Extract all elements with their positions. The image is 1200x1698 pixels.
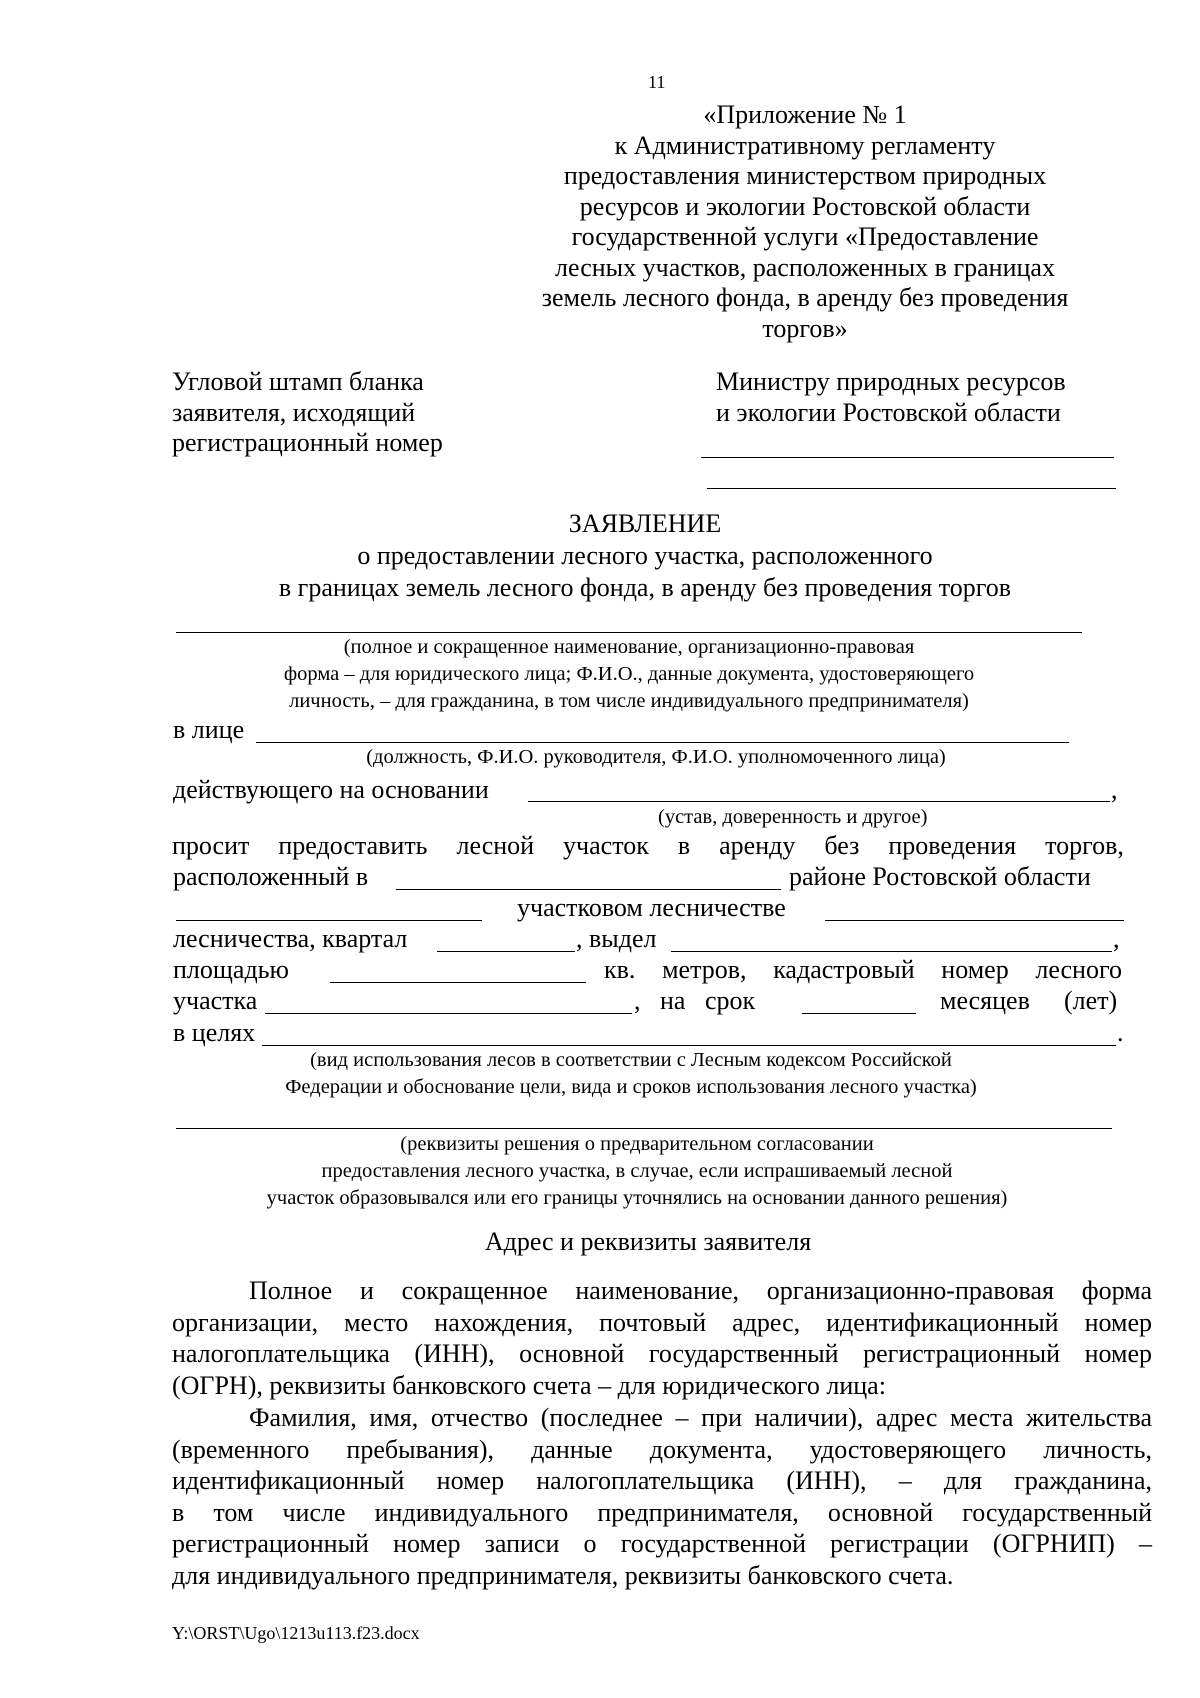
allotment-label: , выдел xyxy=(576,924,657,953)
paragraph-line: регистрационный номер записи о государственной регистрации (ОГРНИП) – xyxy=(172,1529,1152,1558)
request-line xyxy=(172,831,1124,861)
local-forestry-blank[interactable] xyxy=(176,920,482,921)
appendix-line: торгов» xyxy=(762,313,848,343)
requisites-paragraph-2 xyxy=(172,1403,1152,1592)
purpose-blank[interactable] xyxy=(262,1045,1116,1046)
document-subtitle: в границах земель лесного фонда, в аренду без проведения торгов xyxy=(278,573,1012,602)
paragraph-line: (ОГРН), реквизиты банковского счета – для юридического лица: xyxy=(172,1370,886,1400)
area-word: кв. xyxy=(604,955,636,984)
paragraph-line: в том числе индивидуального предпринимателя, основной государственный xyxy=(172,1497,1152,1527)
addressee-line: и экологии Ростовской области xyxy=(716,397,1061,427)
allotment-end: , xyxy=(1113,924,1120,953)
allotment-blank[interactable] xyxy=(671,951,1112,952)
basis-blank[interactable] xyxy=(528,801,1110,802)
appendix-line: ресурсов и экологии Ростовской области xyxy=(579,191,1031,221)
document-subtitle: о предоставлении лесного участка, расположенного xyxy=(357,541,933,570)
request-word: проведения xyxy=(888,831,1017,860)
addressee-blank-1[interactable] xyxy=(701,457,1114,458)
forestry-blank[interactable] xyxy=(825,920,1124,921)
appendix-line: предоставления министерством природных xyxy=(563,161,1047,190)
basis-hint: (устав, доверенность и другое) xyxy=(658,806,928,828)
purpose-hint: (вид использования лесов в соответствии с Лесным кодексом Российской xyxy=(310,1049,952,1071)
quarter-blank[interactable] xyxy=(437,951,575,952)
request-word: без xyxy=(824,831,860,860)
document-title: ЗАЯВЛЕНИЕ xyxy=(568,509,722,538)
years-label: (лет) xyxy=(1064,986,1118,1015)
request-word: предоставить xyxy=(278,831,428,860)
applicant-hint: форма – для юридического лица; Ф.И.О., данные документа, удостоверяющего xyxy=(283,663,975,685)
stamp-line: Угловой штамп бланка xyxy=(172,367,424,396)
located-label: расположенный в xyxy=(173,862,369,891)
request-word: аренду xyxy=(719,831,796,860)
appendix-header xyxy=(505,100,1105,344)
purpose-hint: Федерации и обоснование цели, вида и сроков использования лесного участка) xyxy=(285,1076,977,1098)
request-word: в xyxy=(677,831,691,860)
appendix-line: к Административному регламенту xyxy=(614,130,996,160)
applicant-hint: (полное и сокращенное наименование, организационно-правовая xyxy=(343,636,915,658)
decision-hint: (реквизиты решения о предварительном согласовании xyxy=(400,1133,874,1155)
forestry2-label: лесничества, квартал xyxy=(173,924,408,953)
stamp-line: регистрационный номер xyxy=(172,428,443,457)
addressee-blank-2[interactable] xyxy=(707,488,1116,489)
request-word: просит xyxy=(172,831,250,860)
paragraph-line: налогоплательщика (ИНН), основной государственный регистрационный номер xyxy=(172,1339,1152,1368)
requisites-paragraph-1 xyxy=(172,1276,1152,1402)
paragraph-line: Полное и сокращенное наименование, организационно-правовая форма xyxy=(249,1276,1152,1305)
district-label: районе Ростовской области xyxy=(789,862,1091,891)
basis-label: действующего на основании xyxy=(173,775,489,804)
addressee xyxy=(716,367,1066,428)
area-words xyxy=(604,955,1122,985)
decision-hint: предоставления лесного участка, в случае, если испрашиваемый лесной xyxy=(321,1160,953,1182)
area-word: кадастровый xyxy=(773,955,915,984)
stamp-line: заявителя, исходящий xyxy=(172,397,416,427)
plot-label: участка xyxy=(173,986,258,1015)
paragraph-line: для индивидуального предпринимателя, реквизиты банковского счета. xyxy=(172,1560,954,1590)
request-word: торгов, xyxy=(1045,831,1124,860)
forestry-label: участковом лесничестве xyxy=(517,893,786,922)
purpose-label: в целях xyxy=(173,1018,256,1047)
addressee-line: Министру природных ресурсов xyxy=(716,367,1066,396)
purpose-end: . xyxy=(1117,1018,1124,1047)
applicant-name-blank[interactable] xyxy=(176,632,1082,633)
term-blank[interactable] xyxy=(802,1013,916,1014)
appendix-line: земель лесного фонда, в аренду без проведения xyxy=(541,283,1069,312)
basis-end: , xyxy=(1111,775,1118,804)
page-number: 11 xyxy=(648,72,666,92)
corner-stamp xyxy=(172,367,443,459)
area-word: метров, xyxy=(662,955,747,984)
decision-hint: участок образовывался или его границы уточнялись на основании данного решения) xyxy=(266,1187,1008,1209)
appendix-line: лесных участков, расположенных в границах xyxy=(555,252,1055,282)
paragraph-line: (временного пребывания), данные документа, удостоверяющего личность, xyxy=(172,1434,1152,1464)
district-blank[interactable] xyxy=(396,889,781,890)
months-label: месяцев xyxy=(940,986,1030,1015)
represented-blank[interactable] xyxy=(256,742,1069,743)
represented-hint: (должность, Ф.И.О. руководителя, Ф.И.О. уполномоченного лица) xyxy=(366,746,946,768)
area-blank[interactable] xyxy=(330,982,586,983)
paragraph-line: идентификационный номер налогоплательщика (ИНН), – для гражданина, xyxy=(172,1466,1152,1495)
appendix-line: «Приложение № 1 xyxy=(703,100,907,129)
term-label: , на срок xyxy=(634,986,756,1015)
area-label: площадью xyxy=(173,955,289,984)
area-word: номер xyxy=(941,955,1009,984)
applicant-hint: личность, – для гражданина, в том числе индивидуального предпринимателя) xyxy=(289,690,969,712)
decision-blank[interactable] xyxy=(176,1128,1112,1129)
appendix-line: государственной услуги «Предоставление xyxy=(571,222,1039,251)
request-word: лесной xyxy=(456,831,535,860)
requisites-heading: Адрес и реквизиты заявителя xyxy=(484,1227,812,1256)
footer-file-path: Y:\ORST\Ugo\1213u113.f23.docx xyxy=(172,1623,420,1643)
represented-label: в лице xyxy=(173,715,245,744)
paragraph-line: организации, место нахождения, почтовый адрес, идентификационный номер xyxy=(172,1307,1152,1337)
paragraph-line: Фамилия, имя, отчество (последнее – при наличии), адрес места жительства xyxy=(249,1403,1152,1432)
request-word: участок xyxy=(563,831,649,860)
cadastral-blank[interactable] xyxy=(265,1013,632,1014)
area-word: лесного xyxy=(1035,955,1122,984)
